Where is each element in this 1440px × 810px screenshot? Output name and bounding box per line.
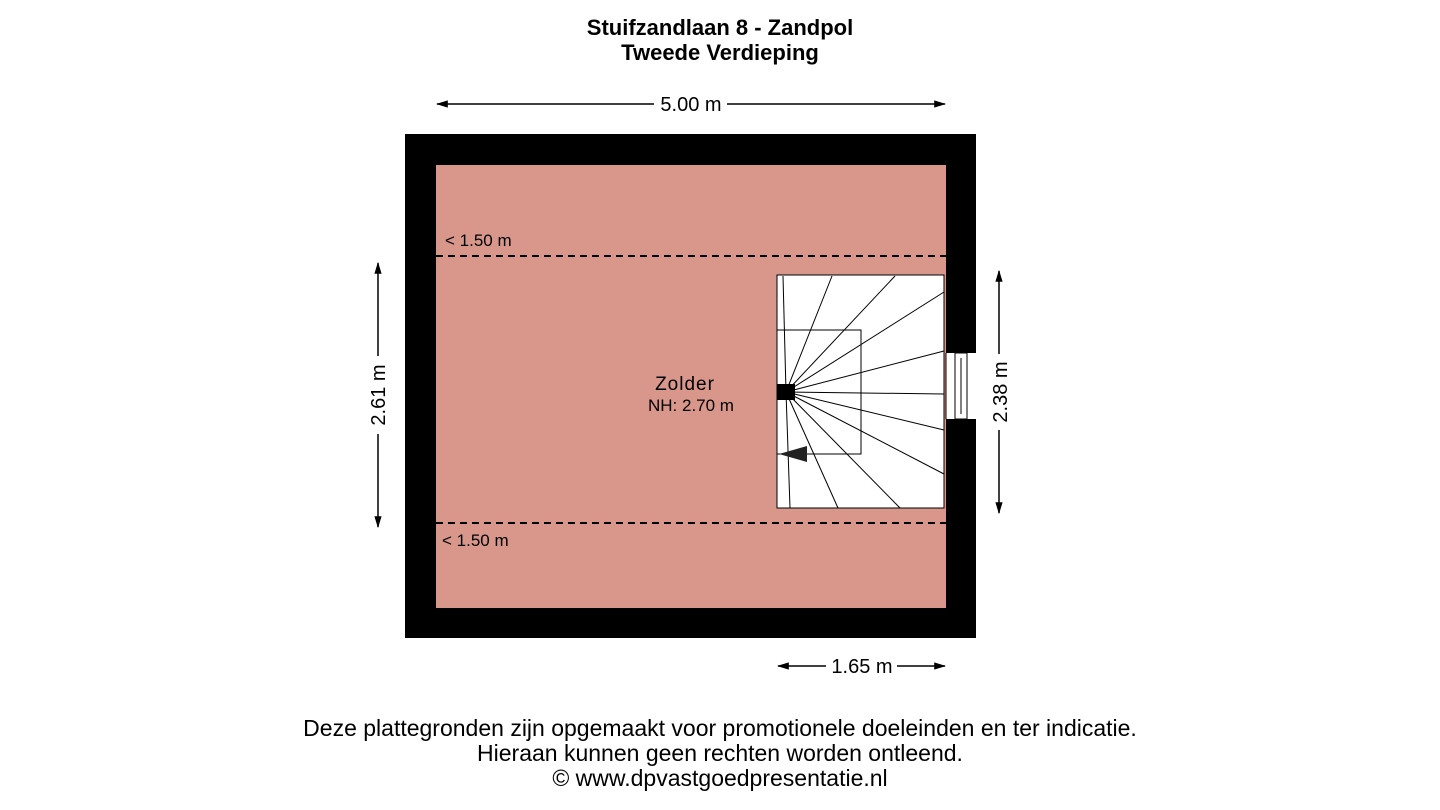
low-ceiling-label-top: < 1.50 m <box>445 231 512 250</box>
dimension-right <box>990 271 1012 513</box>
dimension-top <box>437 94 945 116</box>
copyright-line: © www.dpvastgoedpresentatie.nl <box>552 765 888 791</box>
room-height: NH: 2.70 m <box>648 396 734 415</box>
window <box>946 353 976 419</box>
dimension-bottom-label: 1.65 m <box>831 656 893 678</box>
dimension-bottom <box>778 656 945 678</box>
low-ceiling-label-bottom: < 1.50 m <box>442 531 509 550</box>
floor-subtitle: Tweede Verdieping <box>621 40 819 65</box>
dimension-top-label: 5.00 m <box>660 94 722 116</box>
room-name: Zolder <box>655 374 715 395</box>
dimension-left-label: 2.61 m <box>368 364 390 426</box>
staircase <box>777 275 944 508</box>
disclaimer-line-1: Deze plattegronden zijn opgemaakt voor promotionele doeleinden en ter indicatie. <box>303 715 1137 741</box>
dimension-left <box>368 263 390 527</box>
disclaimer-line-2: Hieraan kunnen geen rechten worden ontleend. <box>477 740 963 766</box>
stair-newel-post <box>777 384 795 400</box>
plan-title: Stuifzandlaan 8 - Zandpol <box>586 15 854 40</box>
dimension-right-label: 2.38 m <box>990 361 1012 423</box>
